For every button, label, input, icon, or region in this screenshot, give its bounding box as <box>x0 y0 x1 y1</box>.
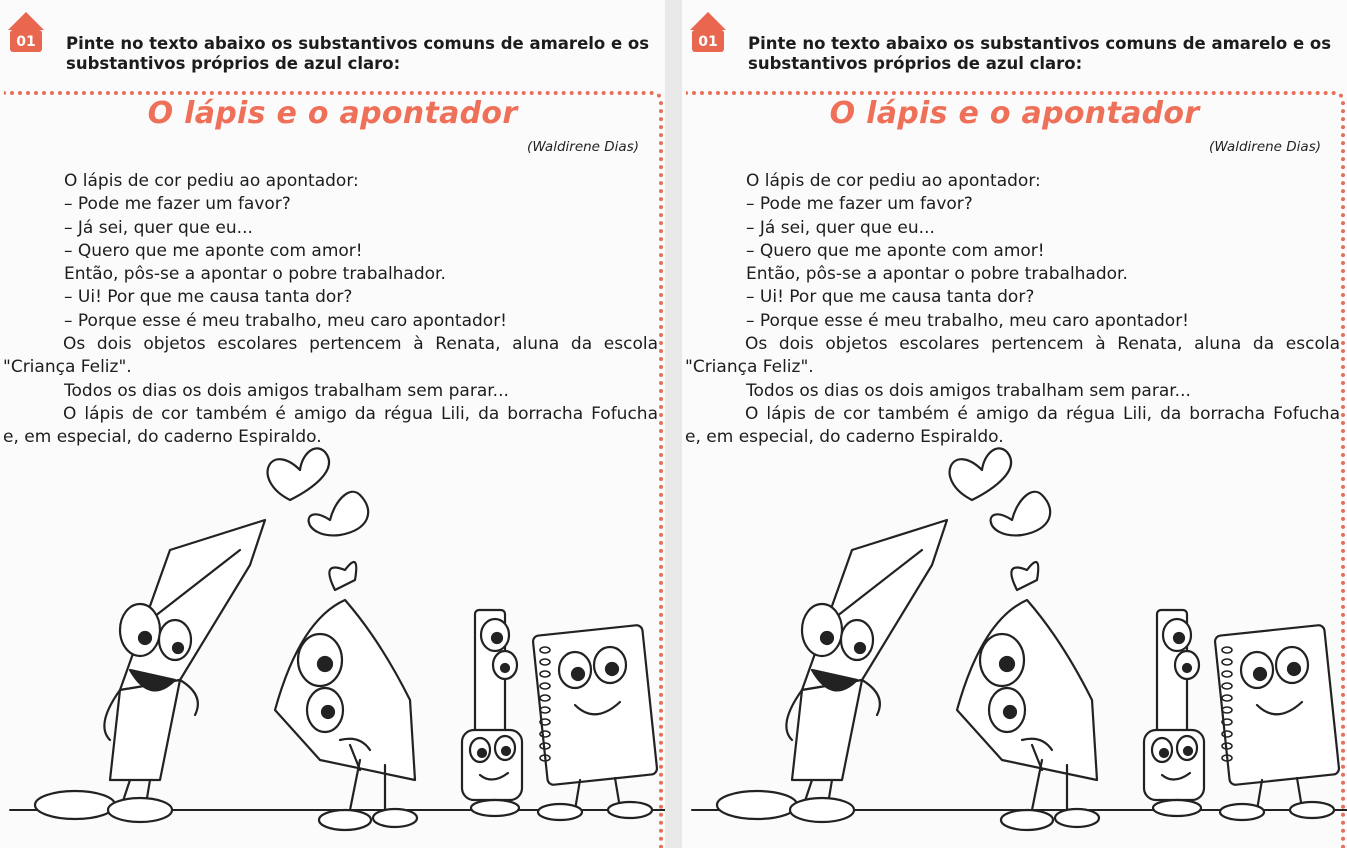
story-line: O lápis de cor também é amigo da régua Lili, da borracha Fofucha <box>745 403 1340 424</box>
story-title: O lápis e o apontador <box>829 96 1200 131</box>
story-line: – Ui! Por que me causa tanta dor? <box>746 287 1035 308</box>
instruction-line-1: Pinte no texto abaixo os substantivos comuns de amarelo e os <box>66 34 650 53</box>
story-line: – Quero que me aponte com amor! <box>64 240 363 261</box>
story-line: – Ui! Por que me causa tanta dor? <box>64 287 353 308</box>
story-line: e, em especial, do caderno Espiraldo. <box>685 427 1004 448</box>
house-badge-icon <box>688 8 728 54</box>
story-title: O lápis e o apontador <box>147 96 518 131</box>
story-line: – Porque esse é meu trabalho, meu caro apontador! <box>746 310 1189 331</box>
story-line: Então, pôs-se a apontar o pobre trabalhador. <box>64 264 446 285</box>
story-author: (Waldirene Dias) <box>527 139 639 155</box>
school-supplies-illustration <box>682 440 1347 848</box>
badge-number: 01 <box>16 34 36 50</box>
instruction-line-2: substantivos próprios de azul claro: <box>748 54 1083 73</box>
story-line: – Pode me fazer um favor? <box>64 194 291 215</box>
story-line: O lápis de cor pediu ao apontador: <box>64 171 359 191</box>
story-line: e, em especial, do caderno Espiraldo. <box>3 427 322 448</box>
instruction-line-1: Pinte no texto abaixo os substantivos comuns de amarelo e os <box>748 34 1332 53</box>
story-line: "Criança Feliz". <box>685 357 814 378</box>
story-text <box>685 170 1340 450</box>
badge-number: 01 <box>698 34 718 50</box>
story-line: – Já sei, quer que eu... <box>64 217 253 238</box>
story-text <box>3 170 658 450</box>
story-line: Os dois objetos escolares pertencem à Renata, aluna da escola <box>745 334 1340 355</box>
story-line: O lápis de cor pediu ao apontador: <box>746 171 1041 191</box>
story-line: Todos os dias os dois amigos trabalham sem parar... <box>746 380 1191 401</box>
worksheet-page-right <box>682 0 1347 848</box>
story-line: Então, pôs-se a apontar o pobre trabalhador. <box>746 264 1128 285</box>
story-line: – Já sei, quer que eu... <box>746 217 935 238</box>
instruction-text <box>748 34 1346 74</box>
story-line: – Porque esse é meu trabalho, meu caro apontador! <box>64 310 507 331</box>
worksheet-page-left <box>0 0 665 848</box>
story-line: Os dois objetos escolares pertencem à Renata, aluna da escola <box>63 334 658 355</box>
story-line: Todos os dias os dois amigos trabalham sem parar... <box>64 380 509 401</box>
story-line: – Quero que me aponte com amor! <box>746 240 1045 261</box>
instruction-line-2: substantivos próprios de azul claro: <box>66 54 401 73</box>
story-line: "Criança Feliz". <box>3 357 132 378</box>
school-supplies-illustration <box>0 440 665 848</box>
house-badge-icon <box>6 8 46 54</box>
instruction-text <box>66 34 664 74</box>
story-line: – Pode me fazer um favor? <box>746 194 973 215</box>
story-line: O lápis de cor também é amigo da régua Lili, da borracha Fofucha <box>63 403 658 424</box>
story-author: (Waldirene Dias) <box>1209 139 1321 155</box>
